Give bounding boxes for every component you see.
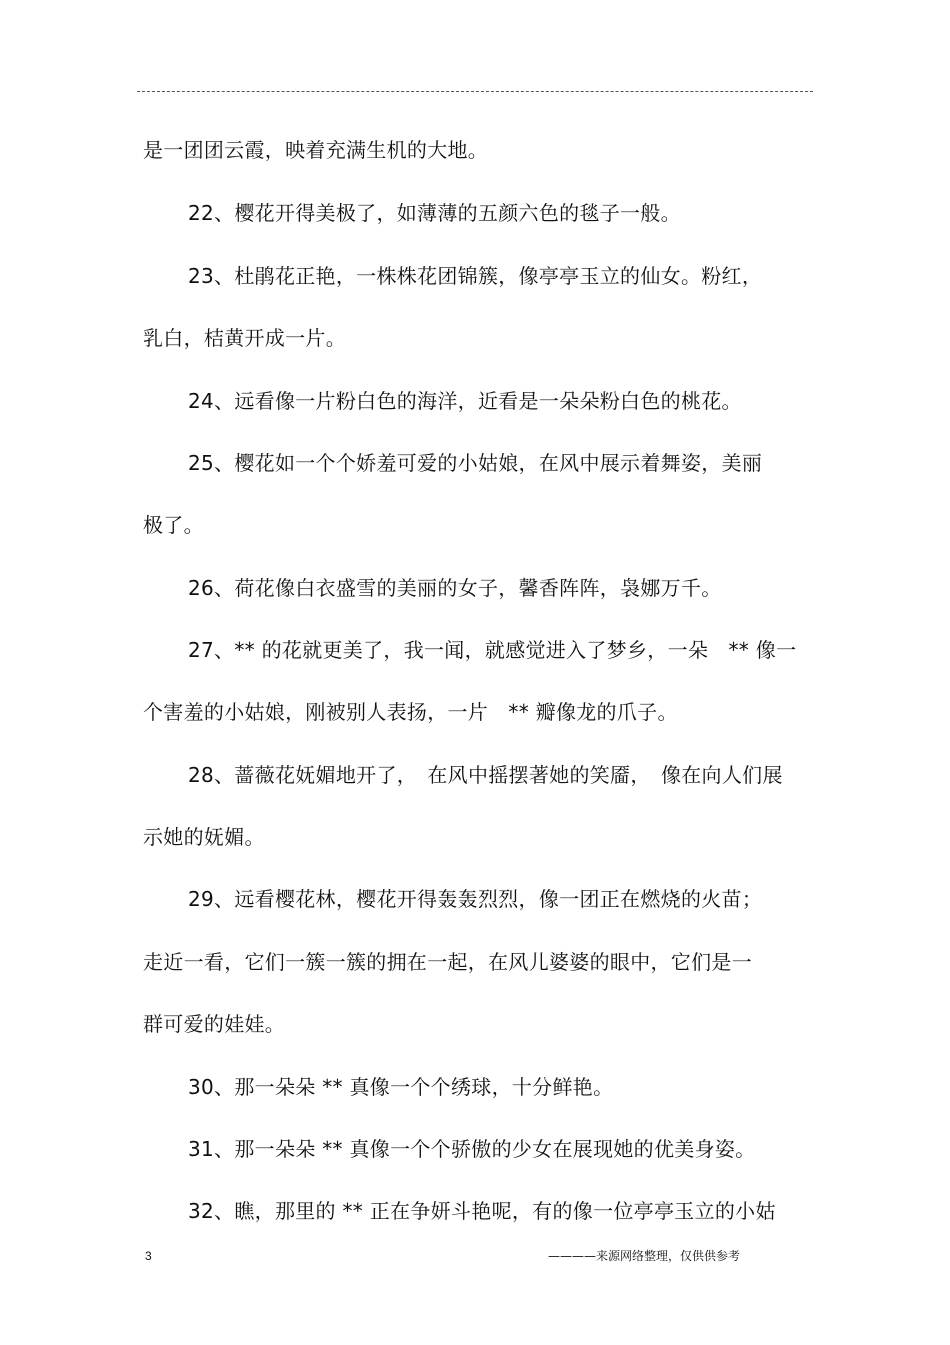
- text-line-13: 29、远看樱花林，樱花开得轰轰烈烈，像一团正在燃烧的火苗；: [188, 887, 763, 911]
- text-line-4: 乳白，桔黄开成一片。: [143, 326, 346, 350]
- page-number: 3: [145, 1249, 152, 1263]
- text-line-5: 24、远看像一片粉白色的海洋，近看是一朵朵粉白色的桃花。: [188, 389, 742, 413]
- text-line-18: 32、瞧，那里的 ** 正在争妍斗艳呢，有的像一位亭亭玉立的小姑: [188, 1199, 776, 1223]
- text-line-17: 31、那一朵朵 ** 真像一个个骄傲的少女在展现她的优美身姿。: [188, 1137, 756, 1161]
- text-line-2: 22、樱花开得美极了，如薄薄的五颜六色的毯子一般。: [188, 201, 681, 225]
- footer-source-note: ————来源网络整理，仅供供参考: [548, 1249, 741, 1263]
- text-line-6: 25、樱花如一个个娇羞可爱的小姑娘，在风中展示着舞姿，美丽: [188, 451, 763, 475]
- text-line-14: 走近一看，它们一簇一簇的拥在一起，在风儿婆婆的眼中，它们是一: [143, 950, 752, 974]
- header-divider: [137, 91, 813, 92]
- text-line-12: 示她的妩媚。: [143, 825, 265, 849]
- text-line-1: 是一团团云霞，映着充满生机的大地。: [143, 138, 489, 162]
- text-line-10: 个害羞的小姑娘，刚被别人表扬，一片 ** 瓣像龙的爪子。: [143, 700, 678, 724]
- text-line-7: 极了。: [143, 513, 204, 537]
- text-line-3: 23、杜鹃花正艳，一株株花团锦簇，像亭亭玉立的仙女。粉红，: [188, 264, 763, 288]
- text-line-15: 群可爱的娃娃。: [143, 1012, 286, 1036]
- text-line-16: 30、那一朵朵 ** 真像一个个绣球，十分鲜艳。: [188, 1075, 614, 1099]
- text-line-11: 28、蔷薇花妩媚地开了， 在风中摇摆著她的笑靥， 像在向人们展: [188, 763, 783, 787]
- text-line-8: 26、荷花像白衣盛雪的美丽的女子，馨香阵阵，袅娜万千。: [188, 576, 722, 600]
- text-line-9: 27、** 的花就更美了，我一闻，就感觉进入了梦乡，一朵 ** 像一: [188, 638, 797, 662]
